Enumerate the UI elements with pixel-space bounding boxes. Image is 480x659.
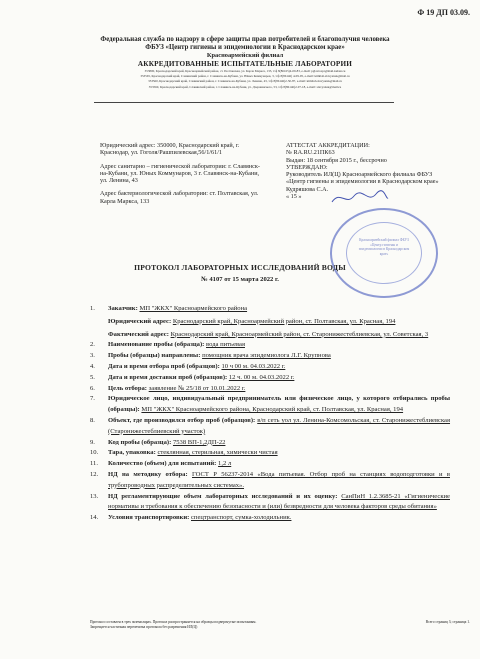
customer-actual-address: Фактический адрес: Краснодарский край, Красноармейский район, ст. Старонижестеблиевская, ул. Советская, 3 xyxy=(108,330,429,338)
approve-date: « 15 » xyxy=(286,193,302,201)
list-item: 9. Код пробы (образца): 7538 ВП-1,2ДП-22 xyxy=(90,438,226,446)
approver: Руководитель ИЛ(Ц) Красноармейского филиала ФБУЗ «Центр гигиены и эпидемиологии в Краснодарском крае» Кудряшова С.А. xyxy=(286,171,439,193)
header-line-3: Красноармейский филиал xyxy=(206,52,284,59)
list-item: 5. Дата и время доставки проб (образцов): 12 ч. 00 м. 04.03.2022 г. xyxy=(90,373,295,381)
footer-line-2: Запрещается частичная перепечатка протокола без разрешения ИЛ(Ц) xyxy=(90,625,198,629)
page-count: Всего страниц 3; страница 1. xyxy=(425,620,470,624)
header-line-4: АККРЕДИТОВАННЫЕ ИСПЫТАТЕЛЬНЫЕ ЛАБОРАТОРИИ xyxy=(137,60,353,68)
header-address-3: 353560, Краснодарский край, Славянский район, г. Славянск-на-Кубани, ул. Ленина, 43, т/ф 8(86146)2-50-87, e-mail: kimilab.slavyansk@mail.ru xyxy=(148,79,342,84)
bacterio-lab-address: Адрес бактериологической лаборатории: ст. Полтавская, ул. Карла Маркса, 133 xyxy=(100,190,259,205)
approve-label: УТВЕРЖДАЮ: xyxy=(286,163,328,171)
protocol-number: № 4107 от 15 марта 2022 г. xyxy=(201,276,279,283)
list-item: 8. Объект, где производился отбор проб (образцов): в/п сеть уол ул. Ленина-Комсомольская, ст. Старонижестеблиевская (Старонижестеблиевский участок) xyxy=(90,416,451,435)
list-item: 12. НД на методику отбора: ГОСТ Р 56237-2014 «Вода питьевая. Отбор проб на станциях водоподготовки и в трубопроводных распределительных системах». xyxy=(90,470,450,489)
list-item: 2. Наименование пробы (образца): вода питьевая xyxy=(90,341,245,349)
header-divider xyxy=(94,102,394,103)
list-item: 7. Юридическое лицо, индивидуальный предприниматель или физическое лицо, у которого отбирались пробы (образцы): МП "ЖКХ" Красноармейского района, Краснодарский край, ст. Полтавская, ул. Красная, 194 xyxy=(90,395,450,414)
page-footer xyxy=(90,620,470,630)
customer-legal-address: Юридический адрес: Краснодарский край, Красноармейский район, ст. Полтавская, ул. Красная, 194 xyxy=(108,317,396,325)
header-line-2: ФБУЗ «Центр гигиены и эпидемиологии в Краснодарском крае» xyxy=(145,44,345,51)
accreditation-issued: Выдан: 18 сентября 2015 г., бессрочно xyxy=(286,156,387,164)
list-item: 14. Условия транспортировки: спецтранспорт, сумка-холодильник. xyxy=(90,514,292,522)
header-address-1: 353800, Краснодарский край, Красноармейский район, ст. Полтавская, ул. Карла Маркса, 133, т/ф 8(86165)4-09-83, e-mail: pglavrospt@mail.kuban.ru xyxy=(144,69,346,73)
signature-icon xyxy=(330,188,390,208)
list-item: 3. Пробы (образцы) направлены: помощник врача эпидемиолога Л.Г. Крупнова xyxy=(90,352,331,360)
accreditation-number: № RA.RU.21ПК63 xyxy=(286,149,335,157)
stamp-text: Красноармейский филиал ФБУЗ «Центр гигиены и эпидемиологии в Краснодарском крае» xyxy=(358,238,410,256)
organization-header xyxy=(60,36,430,90)
list-item: 6. Цель отбора: заявление № 25/18 от 10.01.2022 г. xyxy=(90,384,246,392)
list-item: 13. НД регламентирующие объем лабораторных исследований и их оценку: СанПиН 1.2.3685-21 «Гигиенические нормативы и требования к обеспечению безопасности и (или) безвредности для человека факторов среды обитания» xyxy=(90,492,450,511)
footer-line-1: Протокол составлен в трех экземплярах. Протокол распространяется на образцы подвергнутые испытаниям. xyxy=(90,620,257,624)
protocol-title: ПРОТОКОЛ ЛАБОРАТОРНЫХ ИССЛЕДОВАНИЙ ВОДЫ xyxy=(134,263,346,272)
list-item: 10. Тара, упаковка: стеклянная, стерильная, химически чистая xyxy=(90,449,278,457)
header-line-1: Федеральная служба по надзору в сфере защиты прав потребителей и благополучия человека xyxy=(100,36,390,43)
form-code: Ф 19 ДП 03.09. xyxy=(417,8,470,17)
header-address-2: 353565, Краснодарский край, Славянский район, г. Славянск-на-Кубани, ул. Юных Коммунаров, 3, т/ф 8(86146) 4-09-95, e-mail: kimilab.slavyansk@mail.ru xyxy=(140,74,350,79)
sanitary-lab-address: Адрес санитарно – гигиенической лаборатории: г. Славянск-на-Кубани, ул. Юных Коммунаров, 3 г. Славянск-на-Кубани, ул. Ленина, 43 xyxy=(100,162,260,185)
protocol-items xyxy=(90,304,450,524)
seal-stamp-icon xyxy=(330,208,438,298)
list-item: 4. Дата и время отбора проб (образцов): 10 ч 00 м. 04.03.2022 г. xyxy=(90,362,286,370)
legal-address: Юридический адрес: 350000, Краснодарский край, г. Краснодар, ул. Гоголя/Рашпилевская,56/1/61/1 xyxy=(100,142,240,157)
list-item: 11. Количество (объем) для испытаний: 1,2 л xyxy=(90,460,232,468)
header-address-4: 353560, Краснодарский край, Славянский район, г. Славянск-на-Кубани, ул. Дзержинского, 53, т/ф 8(86146)2-07-18, e-mail: slavyansk@mail.ru xyxy=(148,84,342,89)
accreditation-title: АТТЕСТАТ АККРЕДИТАЦИИ: xyxy=(286,142,370,149)
list-item: 1. Заказчик: МП "ЖКХ" Красноармейского района Юридический адрес: Краснодарский край, Красноармейский район, ст. Полтавская, ул. Красная, 194 Фактический адрес: Краснодарский край, Красноармейский район, ст. Старонижестеблиевская, ул. Советская, 3 xyxy=(90,304,450,340)
lab-addresses xyxy=(100,142,260,211)
